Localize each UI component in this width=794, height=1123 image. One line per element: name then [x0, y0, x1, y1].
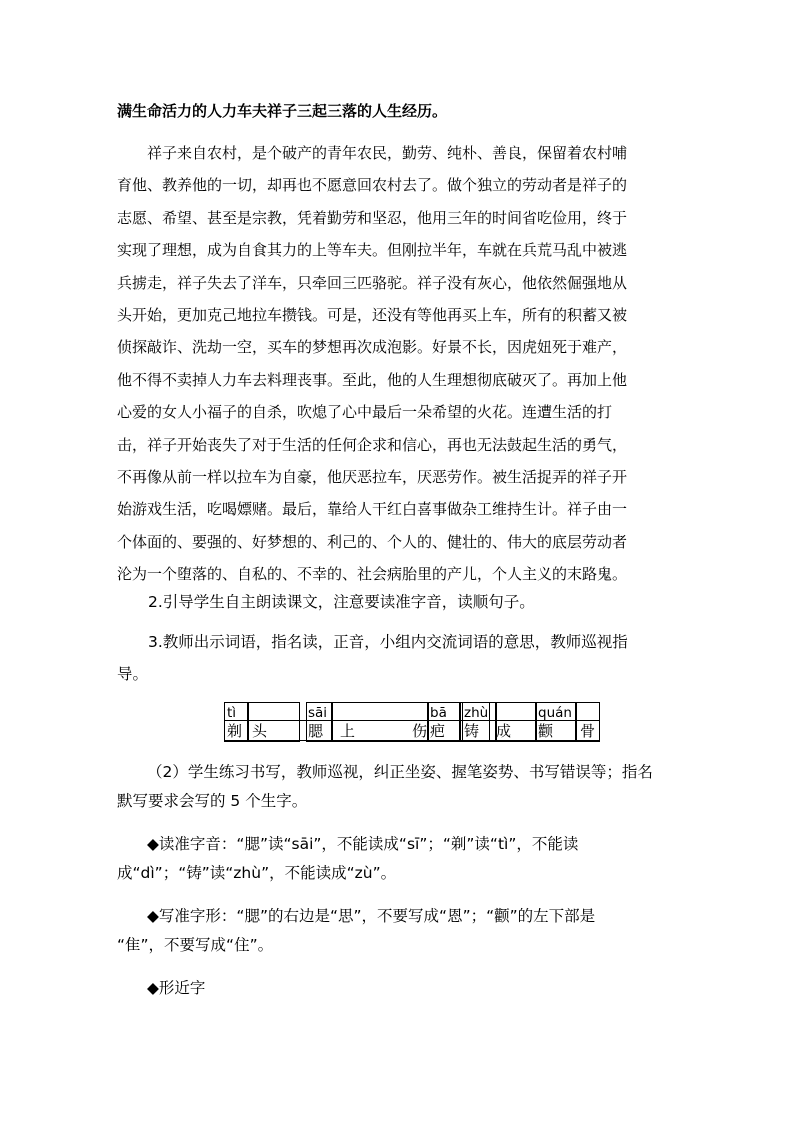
- story-line: 育他、教养他的一切，却再也不愿意回农村去了。做个独立的劳动者是祥子的: [117, 176, 628, 195]
- story-line: 兵掳走，祥子失去了洋车，只牵回三匹骆驼。祥子没有灰心，他依然倔强地从: [117, 273, 628, 292]
- writing-practice-instruction: （2）学生练习书写，教师巡视，纠正坐姿、握笔姿势、书写错误等；指名: [147, 763, 653, 781]
- story-paragraph: [117, 137, 680, 590]
- story-line: 侦探敲诈、洗劫一空，买车的梦想再次成泡影。好景不长，因虎妞死于难产，: [117, 338, 628, 357]
- story-line: 头开始，更加克己地拉车攒钱。可是，还没有等他再买上车，所有的积蓄又被: [117, 305, 628, 324]
- char-tou: 头: [252, 722, 268, 740]
- story-line: 实现了理想，成为自食其力的上等车夫。但刚拉半年，车就在兵荒马乱中被逃: [117, 241, 628, 260]
- story-line: 志愿、希望、甚至是宗教，凭着勤劳和坚忍，他用三年的时间省吃俭用，终于: [117, 208, 628, 227]
- char-ba: 疤: [430, 722, 446, 740]
- step-3-instruction: 3.教师出示词语，指名读，正音，小组内交流词语的意思，教师巡视指: [148, 633, 628, 651]
- word-pinyin-grid: [224, 702, 600, 742]
- pronunciation-note-cont: 成“dì”；“铸”读“zhù”，不能读成“zù”。: [117, 864, 397, 882]
- char-sai: 腮: [308, 722, 324, 740]
- similar-characters-heading: ◆形近字: [147, 979, 206, 997]
- pinyin-ti: tì: [227, 705, 237, 721]
- story-line: 沦为一个堕落的、自私的、不幸的、社会病胎里的产儿，个人主义的末路鬼。: [117, 565, 628, 584]
- character-form-note: ◆写准字形：“腮”的右边是“思”，不要写成“恩”；“颧”的左下部是: [147, 907, 596, 925]
- pinyin-quan: quán: [538, 705, 572, 721]
- char-zhu: 铸: [464, 722, 480, 740]
- story-line: 心爱的女人小福子的自杀，吹熄了心中最后一朵希望的火花。连遭生活的打: [117, 403, 613, 422]
- pinyin-ba: bā: [430, 705, 447, 721]
- pinyin-sai: sāi: [308, 705, 328, 721]
- pronunciation-note: ◆读准字音：“腮”读“sāi”，不能读成“sī”；“剃”读“tì”，不能读: [147, 835, 579, 853]
- char-cheng: 成: [496, 722, 512, 740]
- char-shang: 上: [340, 722, 356, 740]
- intro-line: 满生命活力的人力车夫祥子三起三落的人生经历。: [117, 102, 448, 120]
- writing-practice-instruction-cont: 默写要求会写的 5 个生字。: [117, 792, 308, 810]
- char-gu: 骨: [580, 722, 596, 740]
- pinyin-zhu: zhù: [464, 705, 489, 721]
- step-3-instruction-cont: 导。: [117, 665, 149, 683]
- story-line: 个体面的、要强的、好梦想的、利己的、个人的、健壮的、伟大的底层劳动者: [117, 532, 628, 551]
- story-line: 不再像从前一样以拉车为自豪，他厌恶拉车，厌恶劳作。被生活捉弄的祥子开: [117, 467, 628, 486]
- story-line: 他不得不卖掉人力车去料理丧事。至此，他的人生理想彻底破灭了。再加上他: [117, 370, 628, 389]
- story-line: 击，祥子开始丧失了对于生活的任何企求和信心，再也无法鼓起生活的勇气，: [117, 435, 628, 454]
- char-quan: 颧: [538, 722, 554, 740]
- character-form-note-cont: “隹”，不要写成“住”。: [117, 936, 274, 954]
- char-ti: 剃: [227, 722, 243, 740]
- char-shang-wound: 伤: [412, 722, 428, 740]
- story-line: 祥子来自农村，是个破产的青年农民，勤劳、纯朴、善良，保留着农村哺: [117, 144, 628, 162]
- story-line: 始游戏生活，吃喝嫖赌。最后，靠给人干红白喜事做杂工维持生计。祥子由一: [117, 500, 628, 519]
- step-2-instruction: 2.引导学生自主朗读课文，注意要读准字音，读顺句子。: [148, 593, 535, 611]
